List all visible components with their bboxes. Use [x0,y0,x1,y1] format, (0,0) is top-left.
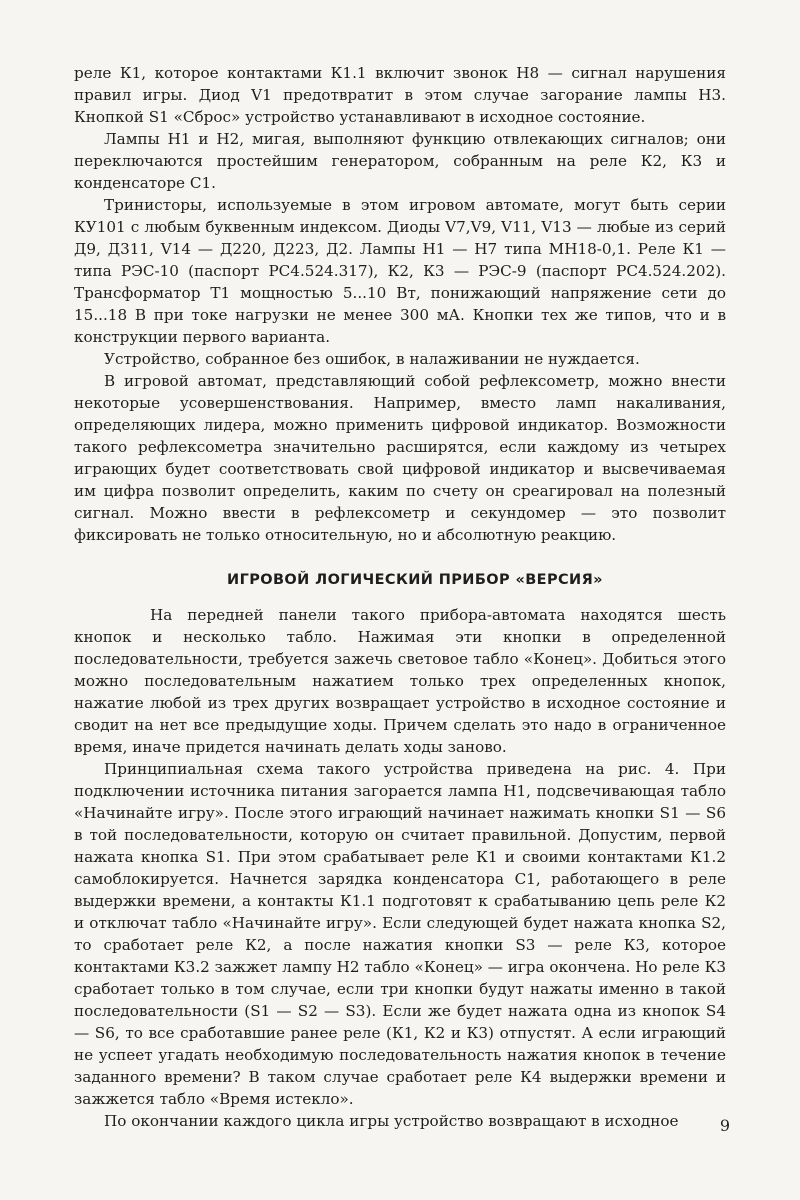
section-title: ИГРОВОЙ ЛОГИЧЕСКИЙ ПРИБОР «ВЕРСИЯ» [227,572,603,588]
text-block-bottom [74,604,726,1132]
paragraph: Устройство, собранное без ошибок, в налаживании не нуждается. [104,350,640,368]
paragraph: В игровой автомат, представляющий собой рефлексометр, можно внести некоторые усовершенствования. Например, вместо ламп накаливания, определяющих лидера, можно применить цифровой индикатор. Возможности такого рефлексометра значительно расширятся, если каждому из четырех играющих будет соответствовать свой цифровой индикатор и высвечиваемая им цифра позволит определить, каким по счету он среагировал на полезный сигнал. Можно ввести в рефлексометр и секундомер — это позволит фиксировать не только относительную, но и абсолютную реакцию. [74,372,726,544]
paragraph: Принципиальная схема такого устройства приведена на рис. 4. При подключении источника питания загорается лампа Н1, подсвечивающая табло «Начинайте игру». После этого играющий начинает нажимать кнопки S1 — S6 в той последовательности, которую он считает правильной. Допустим, первой нажата кнопка S1. При этом срабатывает реле К1 и своими контактами К1.2 самоблокируется. Начнется зарядка конденсатора С1, работающего в реле выдержки времени, а контакты К1.1 подготовят к срабатыванию цепь реле К2 и отключат табло «Начинайте игру». Если следующей будет нажата кнопка S2, то сработает реле К2, а после нажатия кнопки S3 — реле К3, которое контактами К3.2 зажжет лампу Н2 табло «Конец» — игра окончена. Но реле К3 сработает только в том случае, если три кнопки будут нажаты именно в такой последовательности (S1 — S2 — S3). Если же будет нажата одна из кнопок S4 — S6, то все сработавшие ранее реле (К1, К2 и К3) отпустят. А если играющий не успеет угадать необходимую последовательность нажатия кнопок в течение заданного времени? В таком случае сработает реле К4 выдержки времени и зажжется табло «Время истекло». [74,760,726,1108]
text-block-top [74,62,726,546]
paragraph: По окончании каждого цикла игры устройство возвращают в исходное [104,1112,679,1130]
paragraph: Лампы Н1 и Н2, мигая, выполняют функцию отвлекающих сигналов; они переключаются простейшим генератором, собранным на реле К2, К3 и конденсаторе С1. [74,130,726,192]
paragraph: Тринисторы, используемые в этом игровом автомате, могут быть серии КУ101 с любым буквенным индексом. Диоды V7,V9, V11, V13 — любые из серий Д9, Д311, V14 — Д220, Д223, Д2. Лампы Н1 — Н7 типа МН18-0,1. Реле К1 — типа РЭС-10 (паспорт РС4.524.317), К2, К3 — РЭС-9 (паспорт РС4.524.202). Трансформатор Т1 мощностью 5...10 Вт, понижающий напряжение сети до 15...18 В при токе нагрузки не менее 300 мА. Кнопки тех же типов, что и в конструкции первого варианта. [74,196,726,346]
paragraph: На передней панели такого прибора-автомата находятся шесть кнопок и несколько табло. Нажимая эти кнопки в определенной последовательности, требуется зажечь световое табло «Конец». Добиться этого можно последовательным нажатием только трех определенных кнопок, нажатие любой из трех других возвращает устройство в исходное состояние и сводит на нет все предыдущие ходы. Причем сделать это надо в ограниченное время, иначе придется начинать делать ходы заново. [74,606,726,756]
page-number: 9 [719,1116,730,1135]
paragraph-continuation: реле К1, которое контактами К1.1 включит звонок Н8 — сигнал нарушения правил игры. Диод V1 предотвратит в этом случае загорание лампы Н3. Кнопкой S1 «Сброс» устройство устанавливают в исходное состояние. [74,64,726,126]
